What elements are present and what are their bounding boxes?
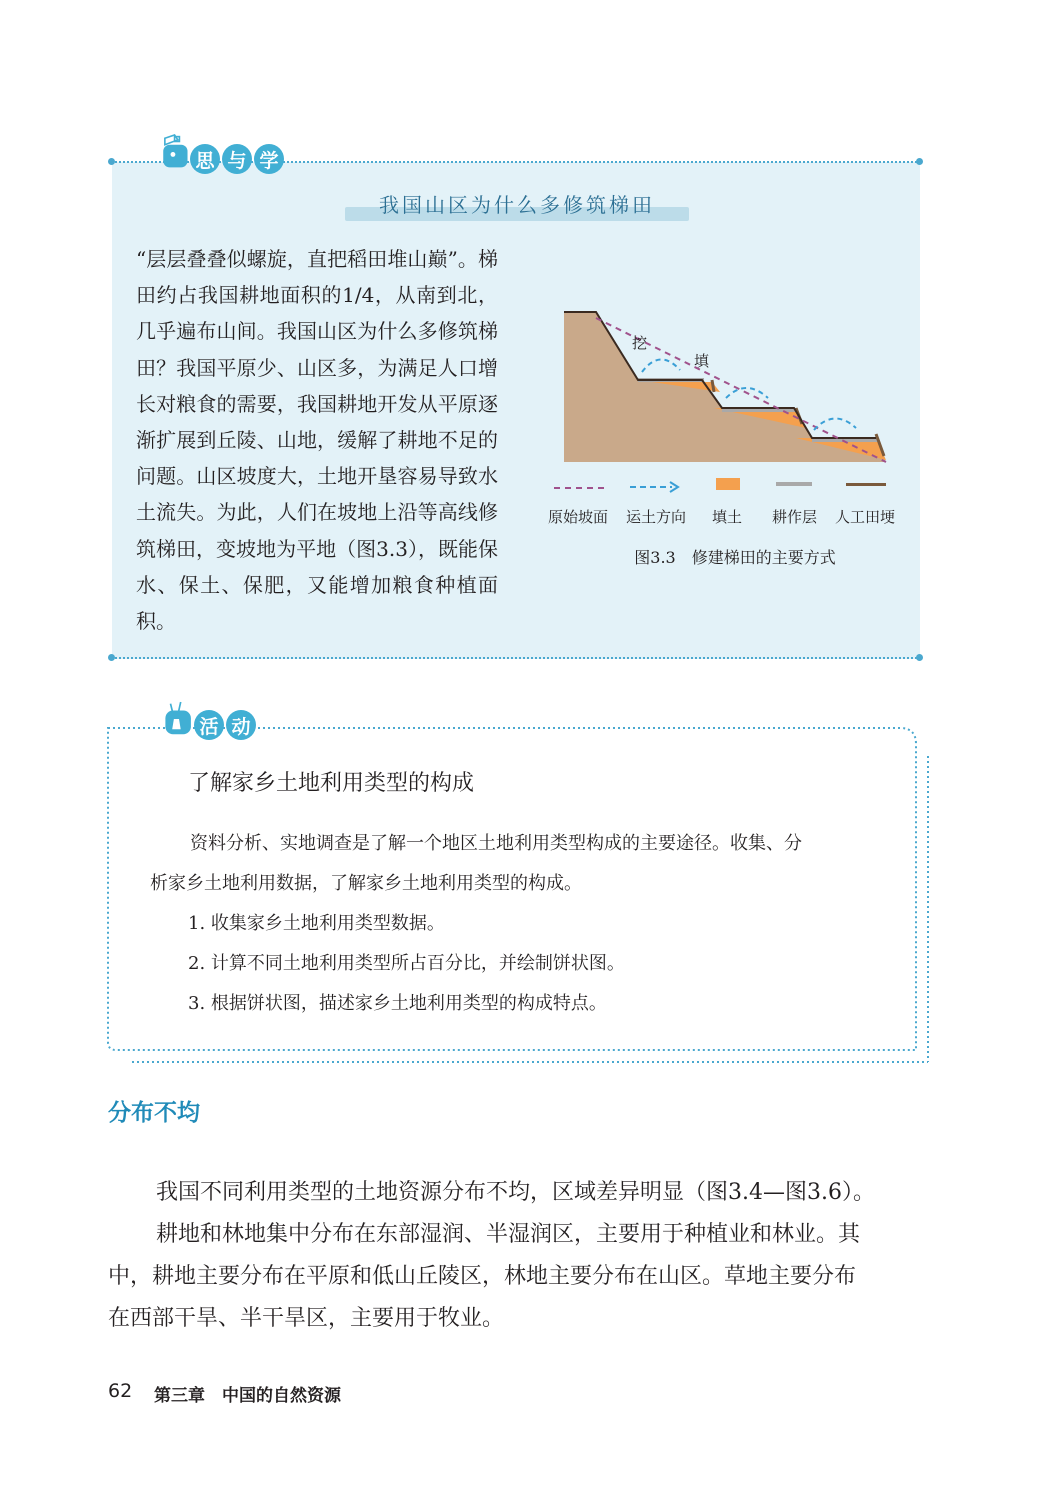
- legend-transport: [630, 478, 680, 497]
- activity-intro-line2: 析家乡土地利用数据，了解家乡土地利用类型的构成。: [150, 873, 582, 894]
- legend-fill: [716, 478, 740, 490]
- step-text: 收集家乡土地利用类型数据。: [210, 913, 445, 934]
- dashed-purple-line-icon: [554, 483, 604, 493]
- section-heading: 分布不均: [108, 1100, 200, 1126]
- step-number: 1.: [188, 913, 206, 934]
- activity-step: [188, 912, 928, 936]
- figure-caption: 图3.3 修建梯田的主要方式: [634, 548, 836, 567]
- step-number: 2.: [188, 953, 206, 974]
- legend-original-slope: [554, 478, 604, 497]
- activity-step: [188, 992, 928, 1016]
- border-dot: [916, 158, 923, 165]
- badge-char: 思: [190, 144, 220, 174]
- dig-label: 挖: [632, 334, 648, 352]
- book-icon: [160, 135, 194, 169]
- legend-label: 填土: [712, 508, 743, 526]
- activity-badge: [162, 698, 256, 740]
- body-paragraph-line: 中，耕地主要分布在平原和低山丘陵区，林地主要分布在山区。草地主要分布: [108, 1264, 857, 1289]
- legend-label: 运土方向: [626, 508, 687, 526]
- transport-arrow: [642, 359, 680, 372]
- badge-char: 学: [254, 144, 284, 174]
- page-number: 62: [108, 1380, 133, 1402]
- border-dot: [916, 654, 923, 661]
- bottom-dotted-border: [112, 657, 920, 659]
- transport-arrow: [814, 418, 856, 430]
- step-text: 根据饼状图，描述家乡土地利用类型的构成特点。: [210, 993, 607, 1014]
- border-dot: [108, 158, 115, 165]
- badge-char: 与: [222, 144, 252, 174]
- legend-label: 原始坡面: [548, 508, 609, 526]
- terrace-diagram: [540, 300, 900, 470]
- badge-char: 动: [226, 710, 256, 740]
- body-paragraph: 我国不同利用类型的土地资源分布不均，区域差异明显（图3.4—图3.6）。: [156, 1180, 875, 1205]
- legend-label: 人工田埂: [835, 508, 896, 526]
- activity-intro-line1: 资料分析、实地调查是了解一个地区土地利用类型构成的主要途径。收集、分: [190, 833, 802, 854]
- step-number: 3.: [188, 993, 206, 1014]
- dashed-blue-arrow-icon: [630, 481, 680, 493]
- brown-line-icon: [846, 483, 886, 486]
- ridge: [712, 380, 714, 392]
- legend-label: 耕作层: [772, 508, 818, 526]
- flask-icon: [162, 702, 196, 736]
- fill-label: 填: [694, 352, 710, 370]
- step-text: 计算不同土地利用类型所占百分比，并绘制饼状图。: [210, 953, 625, 974]
- think-learn-paragraph: “层层叠叠似螺旋，直把稻田堆山巅”。梯田约占我国耕地面积的1/4，从南到北，几乎遍布山间。我国山区为什么多修筑梯田？我国平原少、山区多，为满足人口增长对粮食的需要，我国耕地开发从平原逐渐扩展到丘陵、山地，缓解了耕地不足的问题。山区坡度大，土地开垦容易导致水土流失。为此，人们在坡地上沿等高线修筑梯田，变坡地为平地（图3.3），既能保水、保土、保肥，又能增加粮食种植面积。: [136, 247, 498, 634]
- diagram-legend: [540, 478, 908, 534]
- activity-step: [188, 952, 928, 976]
- gray-line-icon: [776, 482, 812, 486]
- footer-chapter: 第三章 中国的自然资源: [154, 1386, 341, 1406]
- body-paragraph-line: 耕地和林地集中分布在东部湿润、半湿润区，主要用于种植业和林业。其: [156, 1222, 861, 1247]
- border-dot: [108, 654, 115, 661]
- think-learn-title: 我国山区为什么多修筑梯田: [379, 193, 655, 217]
- activity-title: 了解家乡土地利用类型的构成: [188, 771, 475, 796]
- orange-block-icon: [716, 478, 740, 490]
- legend-ridge: [846, 478, 886, 486]
- legend-cultivation: [776, 478, 812, 486]
- badge-char: 活: [194, 710, 224, 740]
- think-learn-badge: [160, 130, 284, 174]
- body-paragraph-line: 在西部干旱、半干旱区，主要用于牧业。: [108, 1306, 505, 1331]
